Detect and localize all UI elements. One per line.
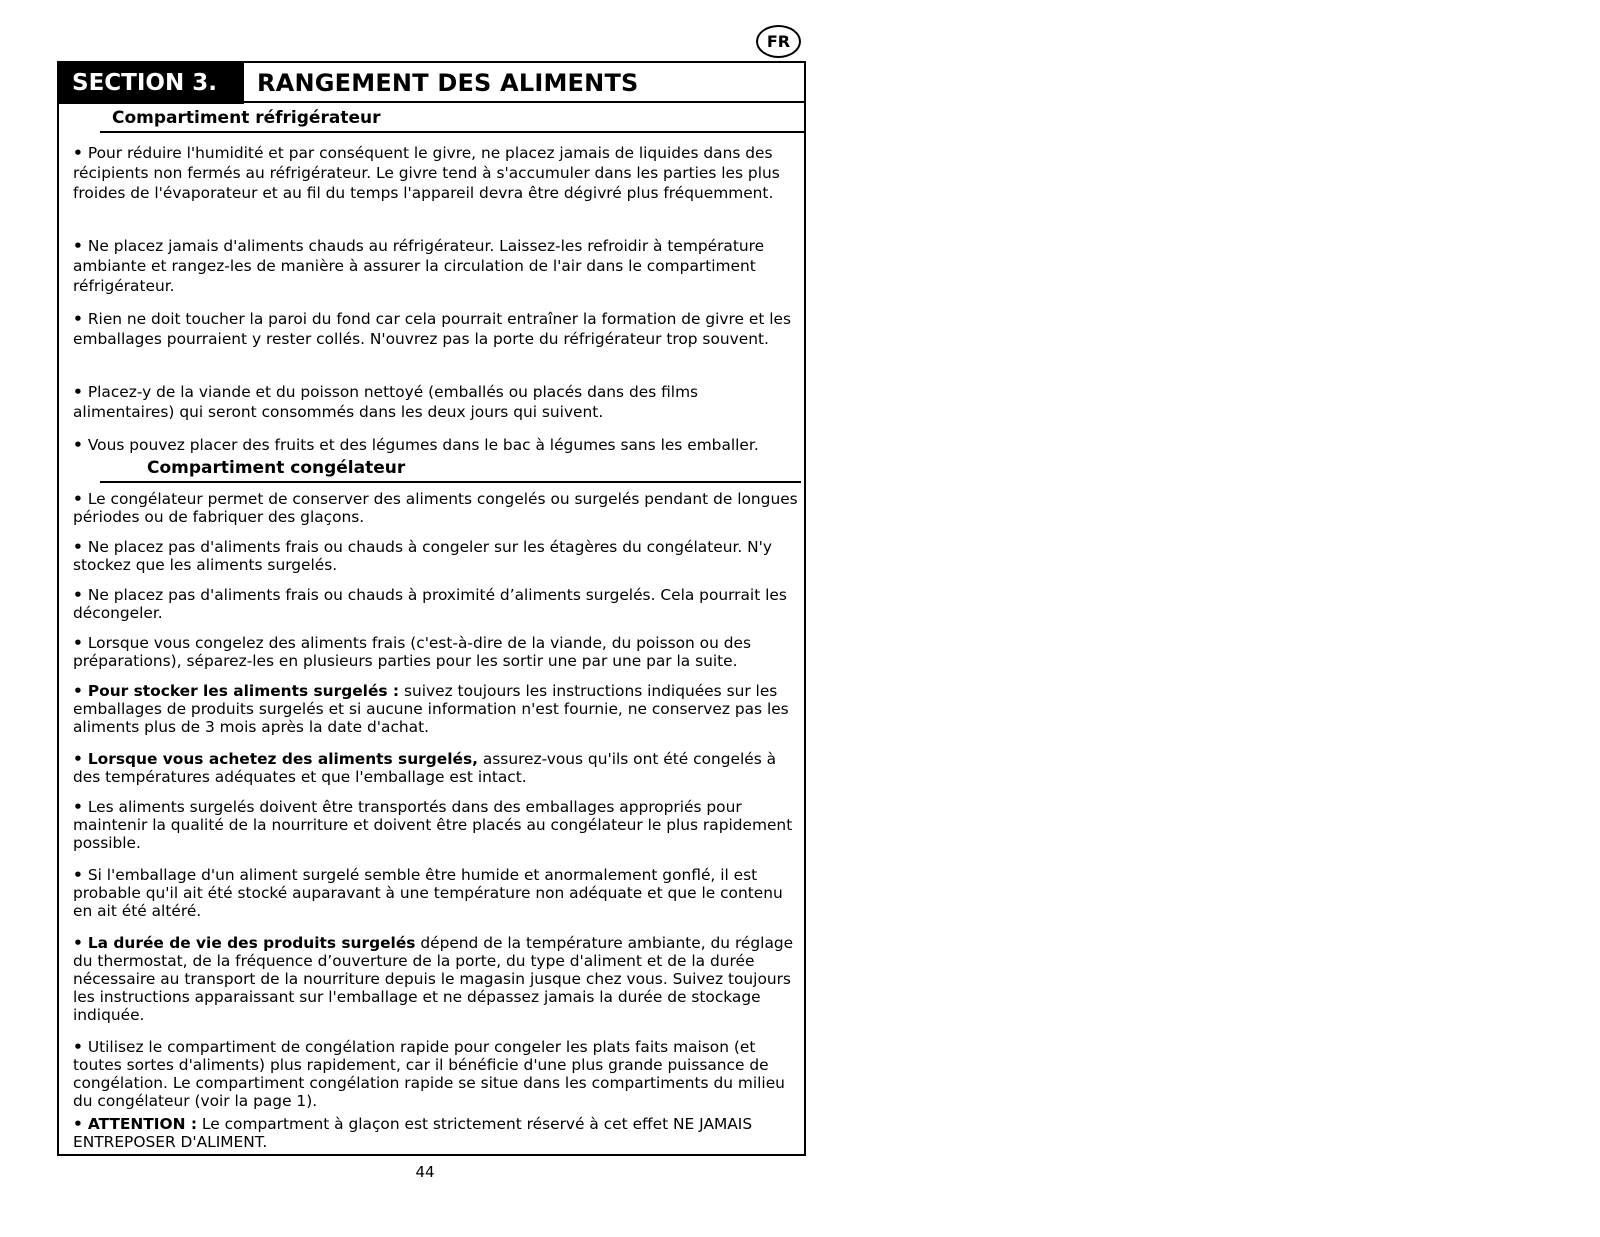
page-title: RANGEMENT DES ALIMENTS bbox=[257, 69, 639, 97]
fridge-item: • Rien ne doit toucher la paroi du fond car cela pourrait entraîner la formation de givre et les emballages pourraient y rester collés. N'ouvrez pas la porte du réfrigérateur trop souvent. bbox=[73, 310, 792, 348]
freezer-item: • Les aliments surgelés doivent être transportés dans des emballages appropriés pour maintenir la qualité de la nourriture et doivent être placés au congélateur le plus rapidement possible. bbox=[73, 798, 793, 852]
title-divider bbox=[244, 101, 806, 103]
freezer-item-warning: • ATTENTION : Le compartment à glaçon est strictement réservé à cet effet NE JAMAIS ENTREPOSER D'ALIMENT. bbox=[73, 1115, 753, 1151]
fridge-item: • Vous pouvez placer des fruits et des légumes dans le bac à légumes sans les emballer. bbox=[73, 436, 759, 454]
freezer-item: • La durée de vie des produits surgelés dépend de la température ambiante, du réglage du thermostat, de la fréquence d’ouverture de la porte, du type d'aliment et de la durée nécessaire au transport de la nourriture depuis le magasin jusque chez vous. Suivez toujours les instructions apparaissant sur l'emballage et ne dépassez jamais la durée de stockage indiquée. bbox=[73, 934, 794, 1024]
freezer-item: • Lorsque vous achetez des aliments surgelés, assurez-vous qu'ils ont été congelés à des températures adéquates et que l'emballage est intact. bbox=[73, 750, 777, 786]
fridge-heading-rule bbox=[100, 131, 806, 133]
freezer-item: • Pour stocker les aliments surgelés : suivez toujours les instructions indiquées sur les emballages de produits surgelés et si aucune information n'est fournie, ne conservez pas les aliments plus de 3 mois après la date d'achat. bbox=[73, 682, 789, 736]
freezer-item: • Le congélateur permet de conserver des aliments congelés ou surgelés pendant de longues périodes ou de fabriquer des glaçons. bbox=[73, 490, 798, 526]
fridge-item: • Placez-y de la viande et du poisson nettoyé (emballés ou placés dans des films alimentaires) qui seront consommés dans les deux jours qui suivent. bbox=[73, 383, 699, 421]
freezer-heading-rule bbox=[100, 481, 801, 483]
freezer-heading: Compartiment congélateur bbox=[147, 458, 406, 478]
freezer-item: • Si l'emballage d'un aliment surgelé semble être humide et anormalement gonflé, il est probable qu'il ait été stocké auparavant à une température non adéquate et que le contenu en ait été altéré. bbox=[73, 866, 783, 920]
freezer-item: • Lorsque vous congelez des aliments frais (c'est-à-dire de la viande, du poisson ou des préparations), séparez-les en plusieurs parties pour les sortir une par une par la suite. bbox=[73, 634, 752, 670]
freezer-item: • Ne placez pas d'aliments frais ou chauds à congeler sur les étagères du congélateur. N'y stockez que les aliments surgelés. bbox=[73, 538, 773, 574]
freezer-item: • Utilisez le compartiment de congélation rapide pour congeler les plats faits maison (et toutes sortes d'aliments) plus rapidement, car il bénéficie d'une plus grande puissance de congélation. Le compartiment congélation rapide se situe dans les compartiments du milieu du congélateur (voir la page 1). bbox=[73, 1038, 785, 1110]
section-label: SECTION 3. bbox=[57, 61, 244, 104]
fridge-item: • Pour réduire l'humidité et par conséquent le givre, ne placez jamais de liquides dans des récipients non fermés au réfrigérateur. Le givre tend à s'accumuler dans les parties les plus froides de l'évaporateur et au fil du temps l'appareil devra être dégivré plus fréquemment. bbox=[73, 144, 780, 202]
fridge-heading: Compartiment réfrigérateur bbox=[112, 108, 381, 128]
page-number: 44 bbox=[415, 1163, 435, 1181]
freezer-item: • Ne placez pas d'aliments frais ou chauds à proximité d’aliments surgelés. Cela pourrait les décongeler. bbox=[73, 586, 787, 622]
language-badge: FR bbox=[756, 25, 801, 58]
fridge-item: • Ne placez jamais d'aliments chauds au réfrigérateur. Laissez-les refroidir à température ambiante et rangez-les de manière à assurer la circulation de l'air dans le compartiment réfrigérateur. bbox=[73, 237, 765, 295]
